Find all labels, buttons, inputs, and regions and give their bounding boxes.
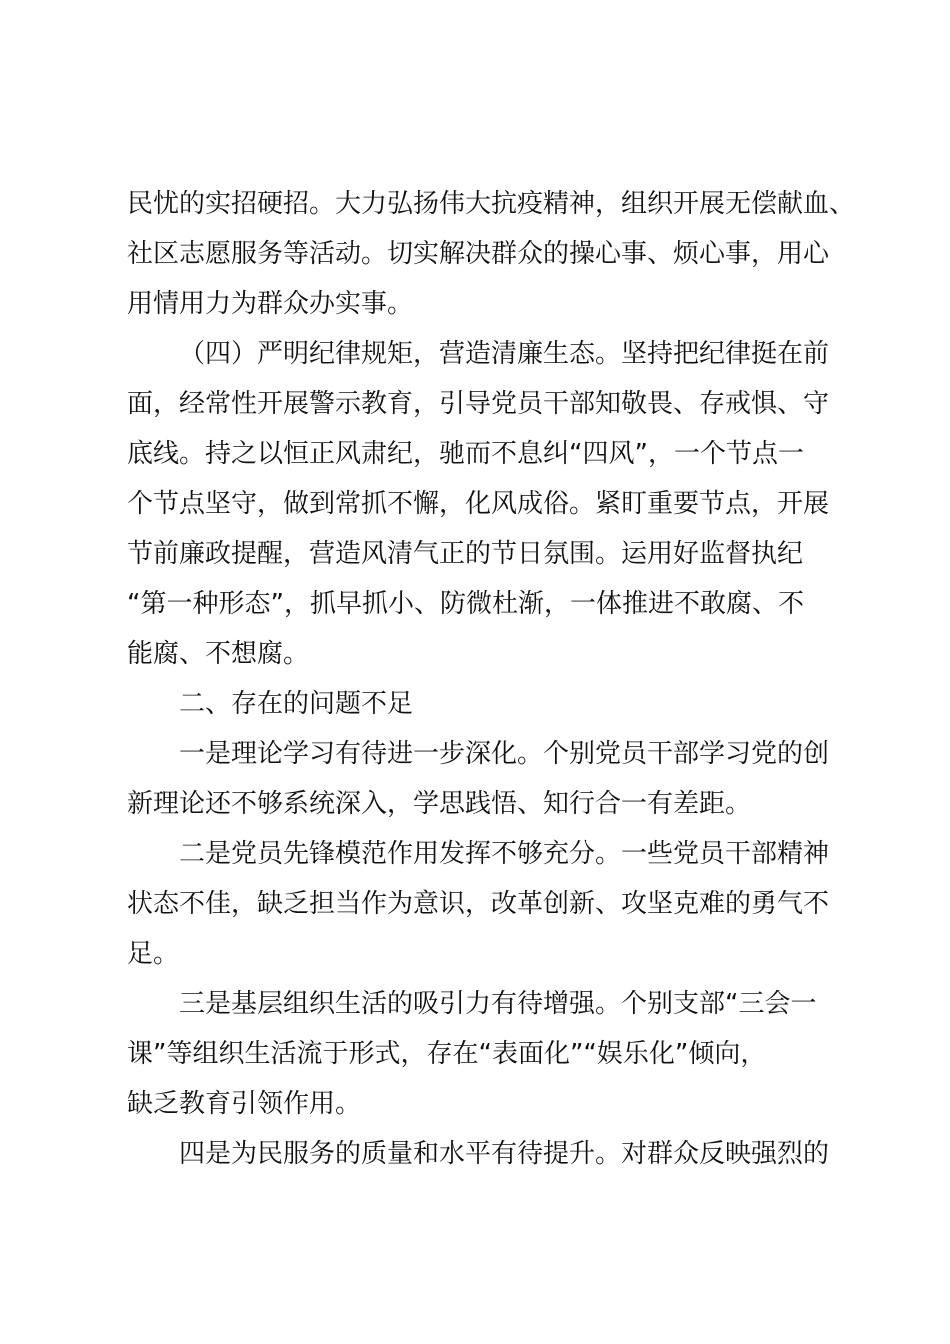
paragraph-start-line: 二是党员先锋模范作用发挥不够充分。一些党员干部精神 xyxy=(179,839,830,869)
text-line: 社区志愿服务等活动。切实解决群众的操心事、烦心事，用心 xyxy=(127,239,830,269)
text-line: 用情用力为群众办实事。 xyxy=(127,289,414,319)
text-line: 民忧的实招硬招。大力弘扬伟大抗疫精神，组织开展无偿献血、 xyxy=(127,189,856,219)
text-line: 面，经常性开展警示教育，引导党员干部知敬畏、存戒惧、守 xyxy=(127,389,830,419)
paragraph-start-line: 一是理论学习有待进一步深化。个别党员干部学习党的创 xyxy=(179,739,830,769)
text-line: 足。 xyxy=(127,939,180,969)
text-line: 状态不佳，缺乏担当作为意识，改革创新、攻坚克难的勇气不 xyxy=(127,889,830,919)
paragraph-start-line: 三是基层组织生活的吸引力有待增强。个别支部“三会一 xyxy=(179,989,817,1019)
text-line: 缺乏教育引领作用。 xyxy=(127,1089,362,1119)
text-line: 底线。持之以恒正风肃纪，驰而不息纠“四风”，一个节点一 xyxy=(127,439,804,469)
text-line: 个节点坚守，做到常抓不懈，化风成俗。紧盯重要节点，开展 xyxy=(127,489,830,519)
text-line: 节前廉政提醒，营造风清气正的节日氛围。运用好监督执纪 xyxy=(127,539,804,569)
paragraph-start-line: 四是为民服务的质量和水平有待提升。对群众反映强烈的 xyxy=(179,1139,830,1169)
text-line: 课”等组织生活流于形式，存在“表面化”“娱乐化”倾向， xyxy=(127,1039,767,1069)
document-body xyxy=(127,179,856,1179)
paragraph-start-line: （四）严明纪律规矩，营造清廉生态。坚持把纪律挺在前 xyxy=(179,339,830,369)
text-line: “第一种形态”，抓早抓小、防微杜渐，一体推进不敢腐、不 xyxy=(127,589,804,619)
text-line: 能腐、不想腐。 xyxy=(127,639,310,669)
section-heading: 二、存在的问题不足 xyxy=(179,689,414,719)
text-line: 新理论还不够系统深入，学思践悟、知行合一有差距。 xyxy=(127,789,752,819)
